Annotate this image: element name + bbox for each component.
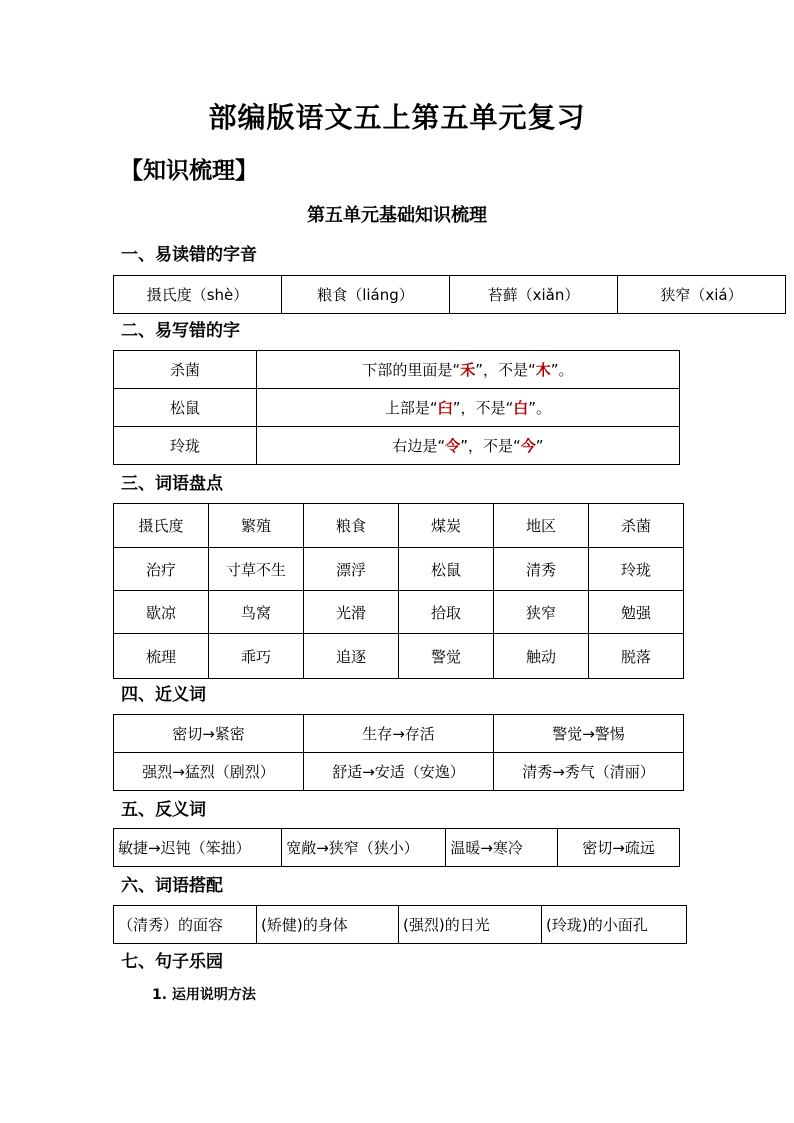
miswritten-word: 玲珑 [114, 427, 257, 465]
antonym-cell: 敏捷→迟钝（笨拙） [114, 829, 282, 867]
vocab-cell: 杀菌 [589, 504, 684, 548]
note-text: 下部的里面是“ [362, 361, 461, 379]
antonym-cell: 温暖→寒冷 [446, 829, 558, 867]
vocab-cell: 歇凉 [114, 591, 209, 634]
miswritten-note [257, 389, 680, 427]
heading-synonyms: 四、近义词 [121, 685, 206, 705]
vocab-cell: 玲珑 [589, 548, 684, 591]
wrong-char: 白 [513, 399, 529, 417]
note-text: 上部是“ [384, 399, 438, 417]
pronunciation-cell: 摄氏度（shè） [114, 276, 282, 314]
correct-char: 禾 [460, 361, 476, 379]
miswritten-note [257, 351, 680, 389]
vocab-cell: 煤炭 [399, 504, 494, 548]
note-text: ”，不是“ [460, 437, 521, 455]
heading-sentences: 七、句子乐园 [121, 952, 223, 972]
correct-char: 臼 [437, 399, 453, 417]
heading-antonyms: 五、反义词 [121, 800, 206, 820]
wrong-char: 今 [520, 437, 536, 455]
page-title: 部编版语文五上第五单元复习 [208, 101, 586, 134]
vocab-cell: 摄氏度 [114, 504, 209, 548]
vocab-cell: 治疗 [114, 548, 209, 591]
vocab-cell: 清秀 [494, 548, 589, 591]
miswritten-table [113, 350, 680, 465]
collocations-table [113, 905, 687, 944]
vocab-cell: 松鼠 [399, 548, 494, 591]
vocab-cell: 鸟窝 [209, 591, 304, 634]
synonym-cell: 警觉→警惕 [494, 715, 684, 753]
collocation-cell: (强烈)的日光 [399, 906, 542, 944]
vocab-cell: 追逐 [304, 634, 399, 679]
pronunciation-table [113, 275, 786, 314]
note-text: ”。 [550, 361, 574, 379]
vocab-cell: 乖巧 [209, 634, 304, 679]
heading-pronunciation: 一、易读错的字音 [121, 245, 257, 265]
synonym-cell: 清秀→秀气（清丽） [494, 753, 684, 791]
vocab-cell: 寸草不生 [209, 548, 304, 591]
vocab-cell: 警觉 [399, 634, 494, 679]
collocation-cell: (矫健)的身体 [257, 906, 399, 944]
synonym-cell: 密切→紧密 [114, 715, 304, 753]
note-text: ”。 [528, 399, 552, 417]
note-text: 右边是“ [392, 437, 446, 455]
vocab-cell: 梳理 [114, 634, 209, 679]
synonym-cell: 生存→存活 [304, 715, 494, 753]
vocab-cell: 狭窄 [494, 591, 589, 634]
note-text: ”，不是“ [452, 399, 514, 417]
miswritten-word: 松鼠 [114, 389, 257, 427]
miswritten-note [257, 427, 680, 465]
section-subtitle: 第五单元基础知识梳理 [307, 205, 487, 226]
heading-vocabulary: 三、词语盘点 [121, 474, 223, 494]
synonym-cell: 舒适→安适（安逸） [304, 753, 494, 791]
vocabulary-table [113, 503, 684, 679]
vocab-cell: 光滑 [304, 591, 399, 634]
vocab-cell: 地区 [494, 504, 589, 548]
pronunciation-cell: 狭窄（xiá） [618, 276, 786, 314]
knowledge-heading: 【知识梳理】 [120, 158, 258, 184]
heading-collocations: 六、词语搭配 [121, 876, 223, 896]
vocab-cell: 触动 [494, 634, 589, 679]
collocation-cell: (玲珑)的小面孔 [542, 906, 687, 944]
vocab-cell: 脱落 [589, 634, 684, 679]
note-text: ”，不是“ [475, 361, 536, 379]
vocab-cell: 勉强 [589, 591, 684, 634]
vocab-cell: 漂浮 [304, 548, 399, 591]
antonym-cell: 宽敞→狭窄（狭小） [282, 829, 446, 867]
miswritten-word: 杀菌 [114, 351, 257, 389]
synonym-cell: 强烈→猛烈（剧烈） [114, 753, 304, 791]
vocab-cell: 繁殖 [209, 504, 304, 548]
wrong-char: 木 [535, 361, 551, 379]
heading-miswritten: 二、易写错的字 [121, 321, 240, 341]
antonyms-table [113, 828, 680, 867]
pronunciation-cell: 粮食（liáng） [282, 276, 450, 314]
antonym-cell: 密切→疏远 [558, 829, 680, 867]
synonyms-table [113, 714, 684, 791]
vocab-cell: 粮食 [304, 504, 399, 548]
vocab-cell: 拾取 [399, 591, 494, 634]
correct-char: 令 [445, 437, 461, 455]
collocation-cell: （清秀）的面容 [114, 906, 257, 944]
sub-heading: 1. 运用说明方法 [152, 987, 256, 1003]
note-text: ” [535, 437, 544, 455]
pronunciation-cell: 苔藓（xiǎn） [450, 276, 618, 314]
